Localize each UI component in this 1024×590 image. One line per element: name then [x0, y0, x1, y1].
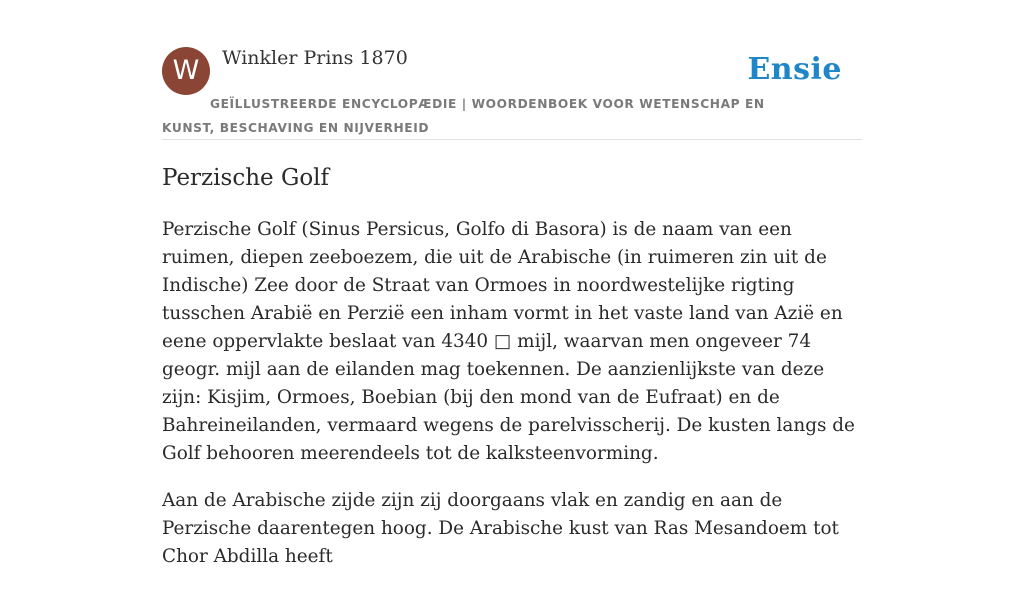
- header-divider: [162, 139, 862, 140]
- source-avatar[interactable]: W: [162, 47, 210, 95]
- source-subtitle: GEÏLLUSTREERDE ENCYCLOPÆDIE | WOORDENBOEK VOOR WETENSCHAP EN KUNST, BESCHAVING EN NIJVERHEID: [162, 97, 765, 135]
- article-paragraph: Aan de Arabische zijde zijn zij doorgaans vlak en zandig en aan de Perzische daarentegen hoog. De Arabische kust van Ras Mesandoem tot Chor Abdilla heeft: [162, 490, 839, 567]
- article-title: Perzische Golf: [162, 165, 330, 191]
- source-title-link[interactable]: Winkler Prins 1870: [222, 47, 408, 69]
- article-paragraph: Perzische Golf (Sinus Persicus, Golfo di Basora) is de naam van een ruimen, diepen zeeboezem, die uit de Arabische (in ruimeren zin uit de Indische) Zee door de Straat van Ormoes in noordwestelijke rigting tusschen Arabië en Perzië een inham vormt in het vaste land van Azië en eene oppervlakte beslaat van 4340 □ mijl, waarvan men ongeveer 74 geogr. mijl aan de eilanden mag toekennen. De aanzienlijkste van deze zijn: Kisjim, Ormoes, Boebian (bij den mond van de Eufraat) en de Bahreineilanden, vermaard wegens de parelvisscherij. De kusten langs de Golf behooren meerendeels tot de kalksteenvorming.: [162, 219, 855, 464]
- article-body: [162, 216, 866, 590]
- ensie-logo[interactable]: Ensie: [747, 52, 842, 87]
